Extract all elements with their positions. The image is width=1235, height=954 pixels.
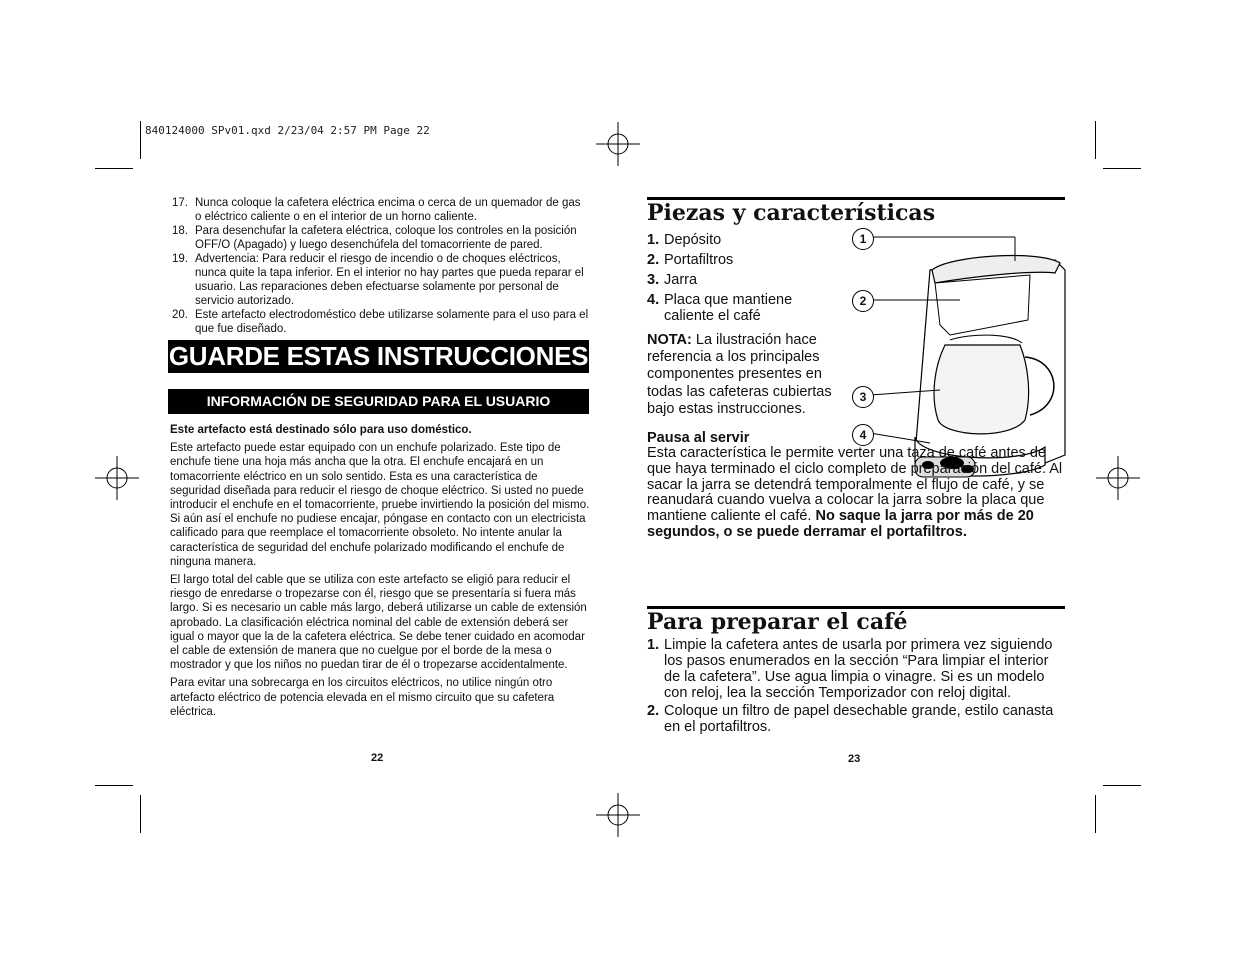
note-paragraph [647,332,857,418]
list-item: 1. Limpie la cafetera antes de usarla por primera vez siguiendo los pasos enumerados en la sección “Para limpiar el interior de la cafetera”. Use agua limpia o vinagre. Si es un modelo con reloj, lea la sección Temporizador con reloj digital. [647,637,1053,701]
pause-serve-warning: No saque la jarra por más de 20 segundos, o se puede derramar el portafiltros. [647,508,1034,540]
callout-4: 4 [852,424,874,446]
list-item: 4. Placa que mantiene caliente el café [647,292,793,324]
list-item: 1. Depósito [647,232,722,248]
list-item: 2. Portafiltros [647,252,734,268]
page-number-left: 22 [371,752,384,764]
safety-paragraph-cord: El largo total del cable que se utiliza con este artefacto se eligió para reducir el riesgo de enredarse o tropezarse con él, riesgo que se presentaría si fuera más largo. Si es necesario un cable más largo, deberá utilizarse un cable de extensión aprobado. La clasificación eléctrica nominal del cable de extensión deberá ser igual o mayor que la de la cafetera eléctrica. Se debe tener cuidado en acomodar el cable de extensión de manera que no cuelgue por el borde de la mesa o mostrador y que los niños no puedan tirar de él o tropezarse accidentalmente. [170,574,587,672]
page-number-right: 23 [848,753,861,765]
save-instructions-banner: GUARDE ESTAS INSTRUCCIONES [168,341,589,371]
printer-slug: 840124000 SPv01.qxd 2/23/04 2:57 PM Page 22 [145,124,430,137]
pause-serve-text: Esta característica le permite verter una taza de café antes de que haya terminado el ciclo completo de preparación del café. Al sacar la jarra se detendrá temporalmente el flujo de café, y se reanudará cuando vuelva a colocar la jarra sobre la placa que mantiene caliente el café. [647,445,1063,525]
prep-heading: Para preparar el café [647,609,908,635]
safety-info-banner: INFORMACIÓN DE SEGURIDAD PARA EL USUARIO [168,389,589,414]
safety-text [170,423,591,723]
callout-1: 1 [852,228,874,250]
note-label: NOTA: [647,332,692,348]
list-item: 20. Este artefacto electrodoméstico debe utilizarse solamente para el uso para el que fue diseñado. [172,309,589,335]
registration-mark-left [95,456,139,500]
prep-steps-list [647,637,1067,737]
registration-mark-top [596,122,640,166]
safety-lead: Este artefacto está destinado sólo para uso doméstico. [170,424,472,436]
list-item: 18. Para desenchufar la cafetera eléctrica, coloque los controles en la posición OFF/O (Apagado) y luego desenchúfela del tomacorriente de pared. [172,225,577,251]
pause-serve-paragraph [647,446,1065,541]
callout-2: 2 [852,290,874,312]
callout-3: 3 [852,386,874,408]
safety-list [166,196,590,336]
pause-serve-heading: Pausa al servir [647,430,750,446]
parts-heading: Piezas y características [647,200,936,226]
safety-paragraph-overload: Para evitar una sobrecarga en los circuitos eléctricos, no utilice ningún otro artefacto eléctrico de potencia elevada en el mismo circuito que su cafetera eléctrica. [170,677,555,718]
list-item: 19. Advertencia: Para reducir el riesgo de incendio o de choques eléctricos, nunca quite la tapa inferior. En el interior no hay partes que pueda reparar el usuario. Las reparaciones deben efectuarse solamente por personal de servicio autorizado. [172,253,584,307]
parts-list [647,232,857,328]
list-item: 2. Coloque un filtro de papel desechable grande, estilo canasta en el portafiltros. [647,703,1054,735]
note-text: La ilustración hace referencia a los principales componentes presentes en todas las cafeteras cubiertas bajo estas instrucciones. [647,332,832,417]
safety-paragraph-plug: Este artefacto puede estar equipado con un enchufe polarizado. Este tipo de enchufe tiene una hoja más ancha que la otra. El enchufe encajará en un tomacorriente eléctrico en un solo sentido. Esta es una característica de seguridad diseñada para reducir el riesgo de choque eléctrico. Si usted no puede introducir el enchufe en el tomacorriente, pruebe invirtiendo la posición del mismo. Si aún así el enchufe no pudiese encajar, póngase en contacto con un electricista calificado para que reemplace el tomacorriente obsoleto. No intente anular la característica de seguridad del enchufe polarizado modificando el enchufe de ninguna manera. [170,442,590,568]
list-item: 17. Nunca coloque la cafetera eléctrica encima o cerca de un quemador de gas o eléctrico caliente o en el interior de un horno caliente. [172,197,581,223]
registration-mark-right [1096,456,1140,500]
list-item: 3. Jarra [647,272,698,288]
registration-mark-bottom [596,793,640,837]
